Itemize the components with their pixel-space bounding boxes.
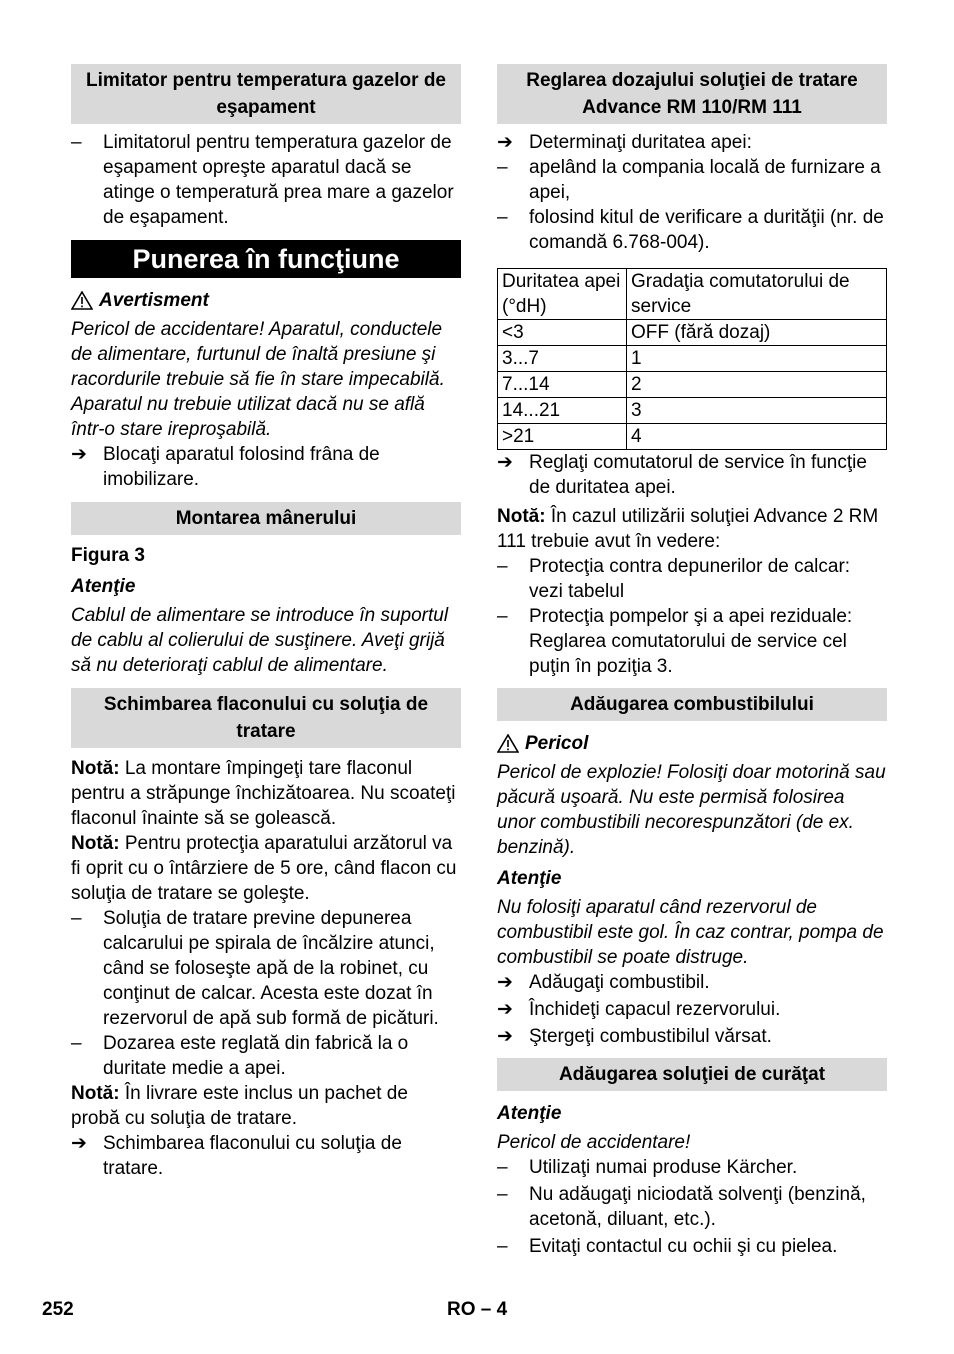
list-item: ➔ Reglaţi comutatorul de service în funcţie de duritatea apei.: [497, 452, 867, 498]
list-item: – Nu adăugaţi niciodată solvenţi (benzină, acetonă, diluant, etc.).: [497, 1184, 866, 1230]
list-item: – folosind kitul de verificare a durităţii (nr. de comandă 6.768-004).: [497, 207, 884, 253]
dash-marker: –: [497, 1184, 508, 1205]
warning-triangle-icon: [71, 291, 93, 310]
heading-dosage-adjustment: Reglarea dozajului soluţiei de tratare Advance RM 110/RM 111: [497, 64, 887, 124]
list-item: – Evitaţi contactul cu ochii şi cu pielea.: [497, 1236, 838, 1257]
arrow-icon: ➔: [71, 444, 87, 465]
danger-text: Pericol de explozie! Folosiţi doar motorină sau păcură uşoară. Nu este permisă folosirea unor combustibili necorespunzători (de ex. benzină).: [497, 762, 886, 858]
section-title: Punerea în funcţiune: [71, 240, 461, 278]
list-item: – apelând la compania locală de furnizare a apei,: [497, 157, 881, 203]
table-row: 7...14 2: [498, 372, 887, 398]
table-header-row: [498, 269, 887, 320]
dash-marker: –: [497, 207, 508, 228]
table-header: Gradaţia comutatorului de service: [627, 269, 887, 320]
list-item: ➔ Determinaţi duritatea apei:: [497, 132, 752, 153]
left-column: [71, 64, 461, 1181]
danger-label: Pericol: [497, 731, 887, 756]
warning-label: Avertisment: [71, 288, 461, 313]
dash-marker: –: [71, 132, 82, 153]
heading-add-cleaning-solution: Adăugarea soluţiei de curăţat: [497, 1058, 887, 1091]
table-header: Duritatea apei (°dH): [498, 269, 627, 320]
warning-text: Pericol de accidentare! Aparatul, conductele de alimentare, furtunul de înaltă presiune şi racordurile trebuie să fie în stare impecabilă. Aparatul nu trebuie utilizat dacă nu se află într-o stare ireproşabilă.: [71, 319, 445, 440]
list-item: ➔ Adăugaţi combustibil.: [497, 972, 710, 993]
dash-marker: –: [497, 606, 508, 627]
arrow-icon: ➔: [497, 972, 513, 993]
list-item: ➔ Închideţi capacul rezervorului.: [497, 999, 781, 1020]
heading-bottle-change: Schimbarea flaconului cu soluţia de tratare: [71, 688, 461, 748]
page-label: RO – 4: [447, 1299, 508, 1320]
table-row: <3 OFF (fără dozaj): [498, 320, 887, 346]
heading-handle-mounting: Montarea mânerului: [71, 502, 461, 535]
list-item: – Limitatorul pentru temperatura gazelor de eşapament opreşte aparatul dacă se atinge o temperatură prea mare a gazelor de eşapament.: [71, 132, 454, 228]
caution-label: Atenţie: [71, 576, 136, 597]
caution-text: Nu folosiţi aparatul când rezervorul de combustibil este gol. În caz contrar, pompa de combustibil se poate distruge.: [497, 897, 884, 968]
list-item: – Protecţia pompelor şi a apei reziduale: Reglarea comutatorului de service cel puţin în poziţia 3.: [497, 606, 853, 677]
list-item: – Protecţia contra depunerilor de calcar: vezi tabelul: [497, 556, 851, 602]
arrow-icon: ➔: [497, 1026, 513, 1047]
heading-add-fuel: Adăugarea combustibilului: [497, 688, 887, 721]
figure-ref: Figura 3: [71, 545, 145, 566]
list-item: ➔ Blocaţi aparatul folosind frâna de imobilizare.: [71, 444, 380, 490]
caution-label: Atenţie: [497, 1103, 562, 1124]
note: Notă: În livrare este inclus un pachet de probă cu soluţia de tratare.: [71, 1083, 408, 1129]
list-item: ➔ Schimbarea flaconului cu soluţia de tratare.: [71, 1133, 402, 1179]
table-row: >21 4: [498, 424, 887, 450]
note: Notă: În cazul utilizării soluţiei Advance 2 RM 111 trebuie avut în vedere:: [497, 506, 879, 552]
hardness-table: [497, 268, 887, 450]
dash-marker: –: [497, 1236, 508, 1257]
list-item: ➔ Ştergeţi combustibilul vărsat.: [497, 1026, 772, 1047]
arrow-icon: ➔: [497, 452, 513, 473]
caution-label: Atenţie: [497, 868, 562, 889]
caution-text: Cablul de alimentare se introduce în suportul de cablu al colierului de susţinere. Aveţi grijă să nu deterioraţi cablul de alimentare.: [71, 605, 449, 676]
heading-exhaust-limiter: Limitator pentru temperatura gazelor de eşapament: [71, 64, 461, 124]
dash-marker: –: [71, 1033, 82, 1054]
list-item: – Utilizaţi numai produse Kärcher.: [497, 1157, 798, 1178]
table-row: 14...21 3: [498, 398, 887, 424]
note: Notă: Pentru protecţia aparatului arzătorul va fi oprit cu o întârziere de 5 ore, când flacon cu soluţia de tratare se goleşte.: [71, 833, 457, 904]
caution-text: Pericol de accidentare!: [497, 1132, 691, 1153]
arrow-icon: ➔: [497, 132, 513, 153]
dash-marker: –: [497, 556, 508, 577]
dash-marker: –: [497, 1157, 508, 1178]
table-row: 3...7 1: [498, 346, 887, 372]
list-item: – Soluţia de tratare previne depunerea calcarului pe spirala de încălzire atunci, când se foloseşte apă de la robinet, cu conţinut de calcar. Acesta este dozat în rezervorul de apă sub formă de picături.: [71, 908, 439, 1029]
page-number: 252: [42, 1299, 74, 1320]
dash-marker: –: [71, 908, 82, 929]
dash-marker: –: [497, 157, 508, 178]
right-column: [497, 64, 887, 1259]
note: Notă: La montare împingeţi tare flaconul pentru a străpunge închizătoarea. Nu scoateţi flaconul înainte să se golească.: [71, 758, 456, 829]
warning-triangle-icon: [497, 734, 519, 753]
arrow-icon: ➔: [497, 999, 513, 1020]
list-item: – Dozarea este reglată din fabrică la o duritate medie a apei.: [71, 1033, 409, 1079]
arrow-icon: ➔: [71, 1133, 87, 1154]
